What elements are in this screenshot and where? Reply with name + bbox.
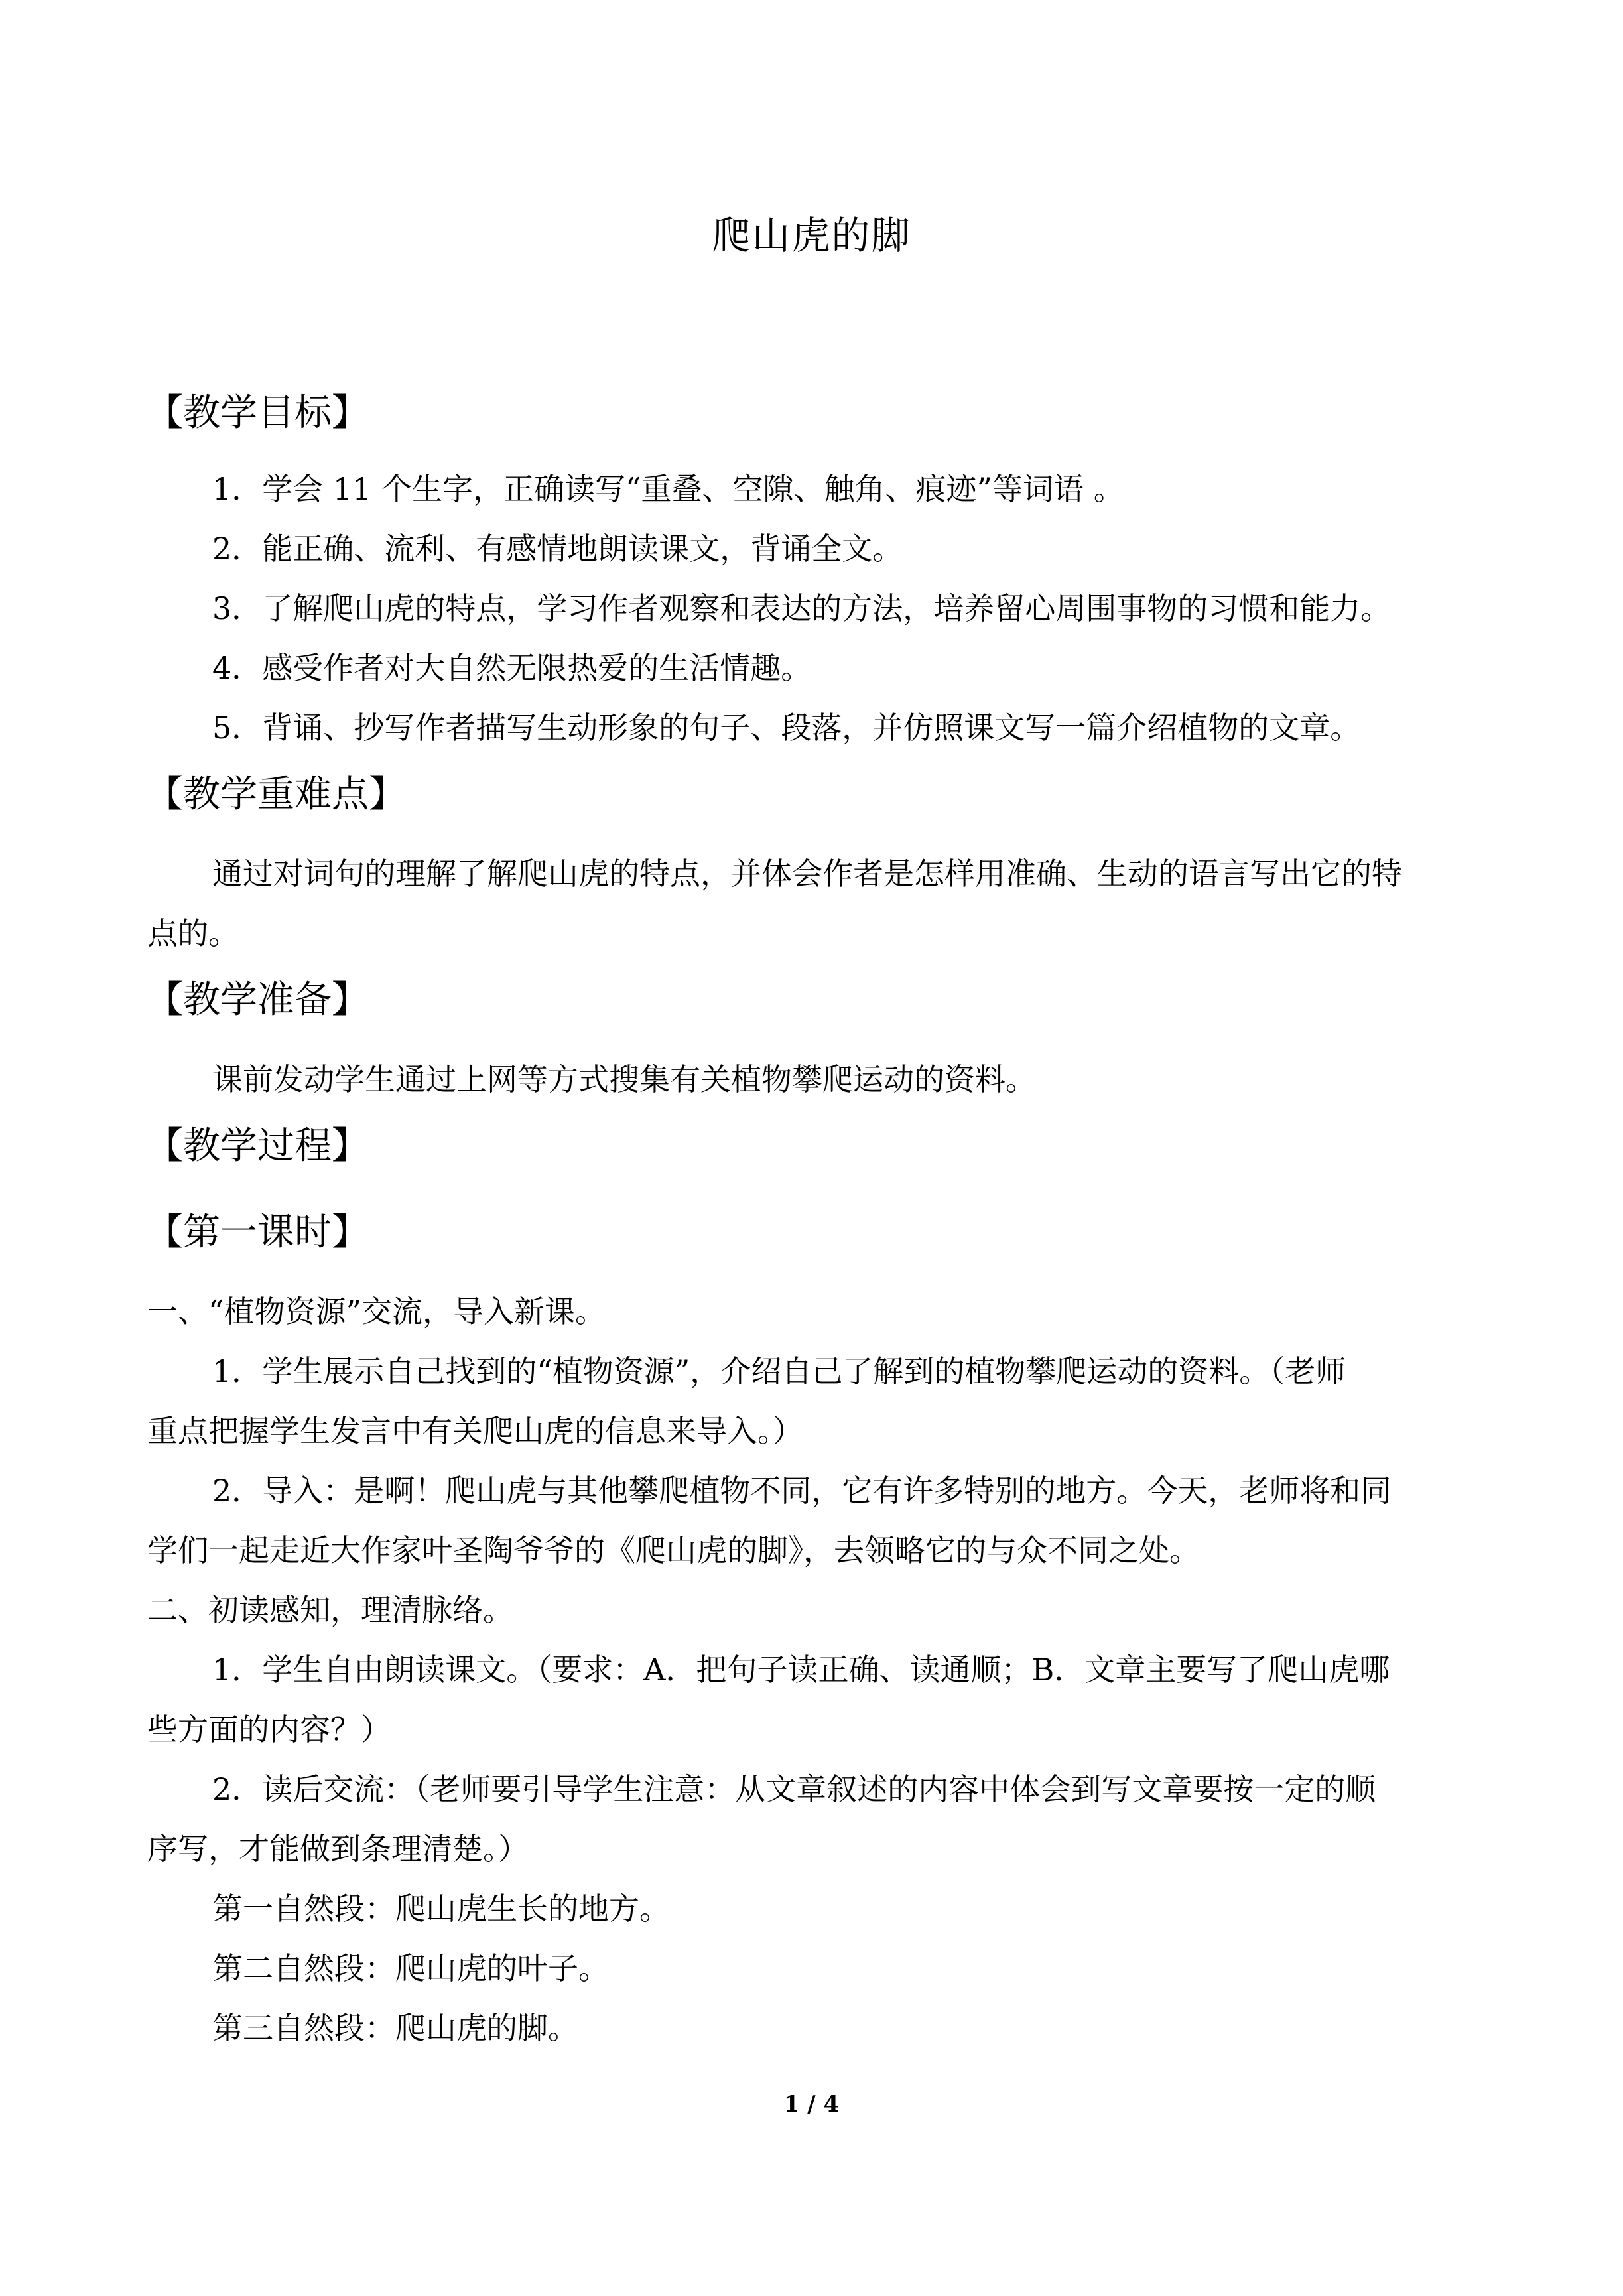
part-two-line-4: 序写，才能做到条理清楚。） bbox=[147, 1831, 529, 1867]
part-two-line-1: 1．学生自由朗读课文。（要求：A．把句子读正确、读通顺；B．文章主要写了爬山虎哪 bbox=[212, 1652, 1390, 1688]
heading-lesson-one: 【第一课时】 bbox=[146, 1211, 369, 1254]
page-number: 1 / 4 bbox=[783, 2091, 840, 2118]
part-two-title: 二、初读感知，理清脉络。 bbox=[147, 1592, 513, 1628]
paragraph-summary-2: 第二自然段：爬山虎的叶子。 bbox=[212, 1950, 609, 1986]
heading-teaching-goals: 【教学目标】 bbox=[146, 391, 369, 435]
part-one-line-2: 重点把握学生发言中有关爬山虎的信息来导入。） bbox=[147, 1413, 803, 1449]
paragraph-summary-1: 第一自然段：爬山虎生长的地方。 bbox=[212, 1891, 670, 1926]
part-two-line-3: 2．读后交流：（老师要引导学生注意：从文章叙述的内容中体会到写文章要按一定的顺 bbox=[212, 1771, 1376, 1807]
preparation-text: 课前发动学生通过上网等方式搜集有关植物攀爬运动的资料。 bbox=[212, 1061, 1036, 1097]
key-points-line-1: 通过对词句的理解了解爬山虎的特点，并体会作者是怎样用准确、生动的语言写出它的特 bbox=[212, 856, 1402, 892]
paragraph-summary-3: 第三自然段：爬山虎的脚。 bbox=[212, 2010, 578, 2046]
part-one-line-3: 2．导入：是啊！爬山虎与其他攀爬植物不同，它有许多特别的地方。今天，老师将和同 bbox=[212, 1473, 1392, 1509]
goal-item-1: 1．学会 11 个生字，正确读写“重叠、空隙、触角、痕迹”等词语 。 bbox=[212, 471, 1124, 507]
goal-item-4: 4．感受作者对大自然无限热爱的生活情趣。 bbox=[212, 650, 812, 686]
part-one-line-1: 1．学生展示自己找到的“植物资源”，介绍自己了解到的植物攀爬运动的资料。（老师 bbox=[212, 1353, 1346, 1389]
key-points-line-2: 点的。 bbox=[147, 915, 239, 951]
heading-process: 【教学过程】 bbox=[146, 1124, 369, 1168]
document-title: 爬山虎的脚 bbox=[712, 213, 911, 258]
part-one-line-4: 学们一起走近大作家叶圣陶爷爷的《爬山虎的脚》，去领略它的与众不同之处。 bbox=[147, 1532, 1200, 1568]
heading-key-points: 【教学重难点】 bbox=[146, 773, 406, 816]
heading-preparation: 【教学准备】 bbox=[146, 979, 369, 1022]
goal-item-5: 5．背诵、抄写作者描写生动形象的句子、段落，并仿照课文写一篇介绍植物的文章。 bbox=[212, 710, 1361, 746]
goal-item-2: 2．能正确、流利、有感情地朗读课文，背诵全文。 bbox=[212, 531, 903, 567]
part-two-line-2: 些方面的内容？） bbox=[147, 1712, 391, 1747]
part-one-title: 一、“植物资源”交流，导入新课。 bbox=[147, 1294, 606, 1329]
goal-item-3: 3．了解爬山虎的特点，学习作者观察和表达的方法，培养留心周围事物的习惯和能力。 bbox=[212, 590, 1392, 626]
